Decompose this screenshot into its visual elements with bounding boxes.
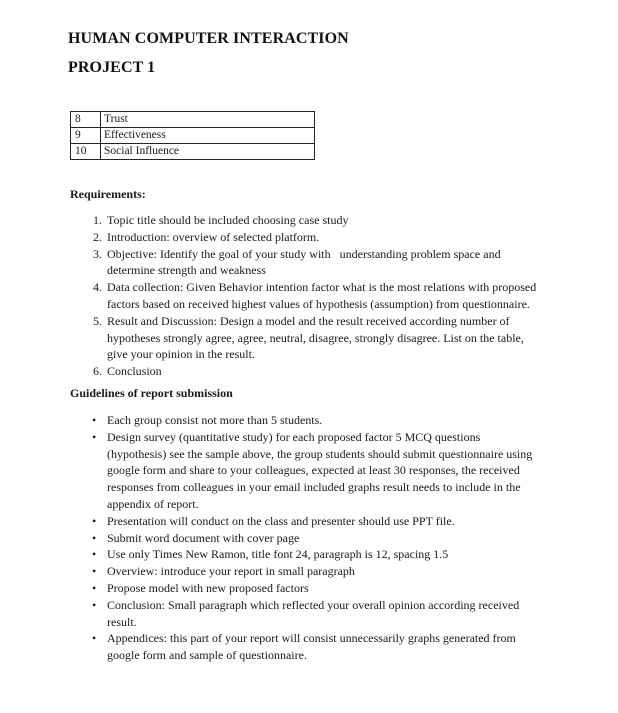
- factor-name: Social Influence: [101, 144, 315, 160]
- list-item: [92, 630, 567, 664]
- list-item-line: Presentation will conduct on the class and presenter should use PPT file.: [107, 513, 455, 528]
- list-item: [92, 546, 567, 563]
- list-item: [93, 313, 567, 363]
- list-item-line: (hypothesis) see the sample above, the group students should submit questionnaire using: [107, 446, 533, 461]
- list-number: 2.: [93, 229, 102, 244]
- list-item: [92, 513, 567, 530]
- list-item-line: give your opinion in the result.: [107, 347, 255, 362]
- list-item: [93, 279, 567, 313]
- list-item: [93, 363, 567, 380]
- list-item: [92, 580, 567, 597]
- list-item-line: Result and Discussion: Design a model and the result received according number of: [107, 313, 510, 328]
- project-title: PROJECT 1: [68, 59, 156, 76]
- list-item-line: Propose model with new proposed factors: [107, 580, 309, 595]
- list-item: [92, 412, 567, 429]
- list-item-line: Conclusion: Small paragraph which reflected your overall opinion according received: [107, 597, 520, 612]
- list-item-line: Topic title should be included choosing case study: [107, 213, 349, 227]
- list-number: 4.: [93, 280, 102, 295]
- list-item-line: appendix of report.: [107, 496, 199, 511]
- list-item-line: Conclusion: [107, 364, 162, 379]
- list-number: 6.: [93, 364, 102, 379]
- table-row: [71, 112, 315, 128]
- document-title: HUMAN COMPUTER INTERACTION: [68, 30, 349, 47]
- factor-name: Effectiveness: [101, 128, 315, 144]
- list-item: [93, 229, 567, 246]
- bullet-icon: •: [92, 631, 97, 646]
- list-item: [93, 246, 567, 280]
- table-row: [71, 128, 315, 144]
- factor-number: 9: [71, 128, 101, 144]
- list-item-line: Data collection: Given Behavior intention factor what is the most relations with proposed: [107, 280, 537, 295]
- bullet-icon: •: [92, 564, 97, 579]
- list-item-line: hypotheses strongly agree, agree, neutral, disagree, strongly disagree. List on the table,: [107, 330, 524, 345]
- list-number: 5.: [93, 313, 102, 328]
- list-item-line: Overview: introduce your report in small paragraph: [107, 564, 355, 579]
- bullet-icon: •: [92, 429, 97, 444]
- list-item-line: factors based on received highest values of hypothesis (assumption) from questionnaire.: [107, 296, 530, 311]
- requirements-list: [93, 212, 567, 380]
- factor-number: 10: [71, 144, 101, 160]
- factors-table: [70, 111, 315, 160]
- list-item-line: google form and sample of questionnaire.: [107, 648, 307, 663]
- bullet-icon: •: [92, 413, 97, 427]
- bullet-icon: •: [92, 513, 97, 528]
- bullet-icon: •: [92, 580, 97, 595]
- list-item: [92, 563, 567, 580]
- bullet-icon: •: [92, 547, 97, 562]
- list-number: 1.: [93, 213, 102, 227]
- list-item: [92, 530, 567, 547]
- list-item-line: result.: [107, 614, 137, 629]
- list-item-line: Introduction: overview of selected platform.: [107, 229, 320, 244]
- list-item: [93, 212, 567, 229]
- list-number: 3.: [93, 246, 102, 261]
- guidelines-list: [92, 412, 567, 664]
- list-item-line: Use only Times New Ramon, title font 24, paragraph is 12, spacing 1.5: [107, 547, 449, 562]
- table-row: [71, 144, 315, 160]
- bullet-icon: •: [92, 597, 97, 612]
- guidelines-heading: Guidelines of report submission: [70, 386, 233, 400]
- list-item-line: Objective: Identify the goal of your study with understanding problem space and: [107, 246, 501, 261]
- list-item: [92, 429, 567, 513]
- bullet-icon: •: [92, 530, 97, 545]
- list-item-line: Submit word document with cover page: [107, 530, 300, 545]
- list-item-line: Each group consist not more than 5 students.: [107, 413, 323, 427]
- list-item-line: determine strength and weakness: [107, 263, 266, 278]
- requirements-heading: Requirements:: [70, 187, 146, 201]
- list-item: [92, 597, 567, 631]
- list-item-line: Design survey (quantitative study) for each proposed factor 5 MCQ questions: [107, 429, 481, 444]
- factor-name: Trust: [101, 112, 315, 128]
- list-item-line: google form and share to your colleagues, expected at least 30 responses, the received: [107, 463, 520, 478]
- factor-number: 8: [71, 112, 101, 128]
- list-item-line: Appendices: this part of your report will consist unnecessarily graphs generated from: [107, 631, 516, 646]
- list-item-line: responses from colleagues in your email included graphs result needs to include in the: [107, 480, 521, 495]
